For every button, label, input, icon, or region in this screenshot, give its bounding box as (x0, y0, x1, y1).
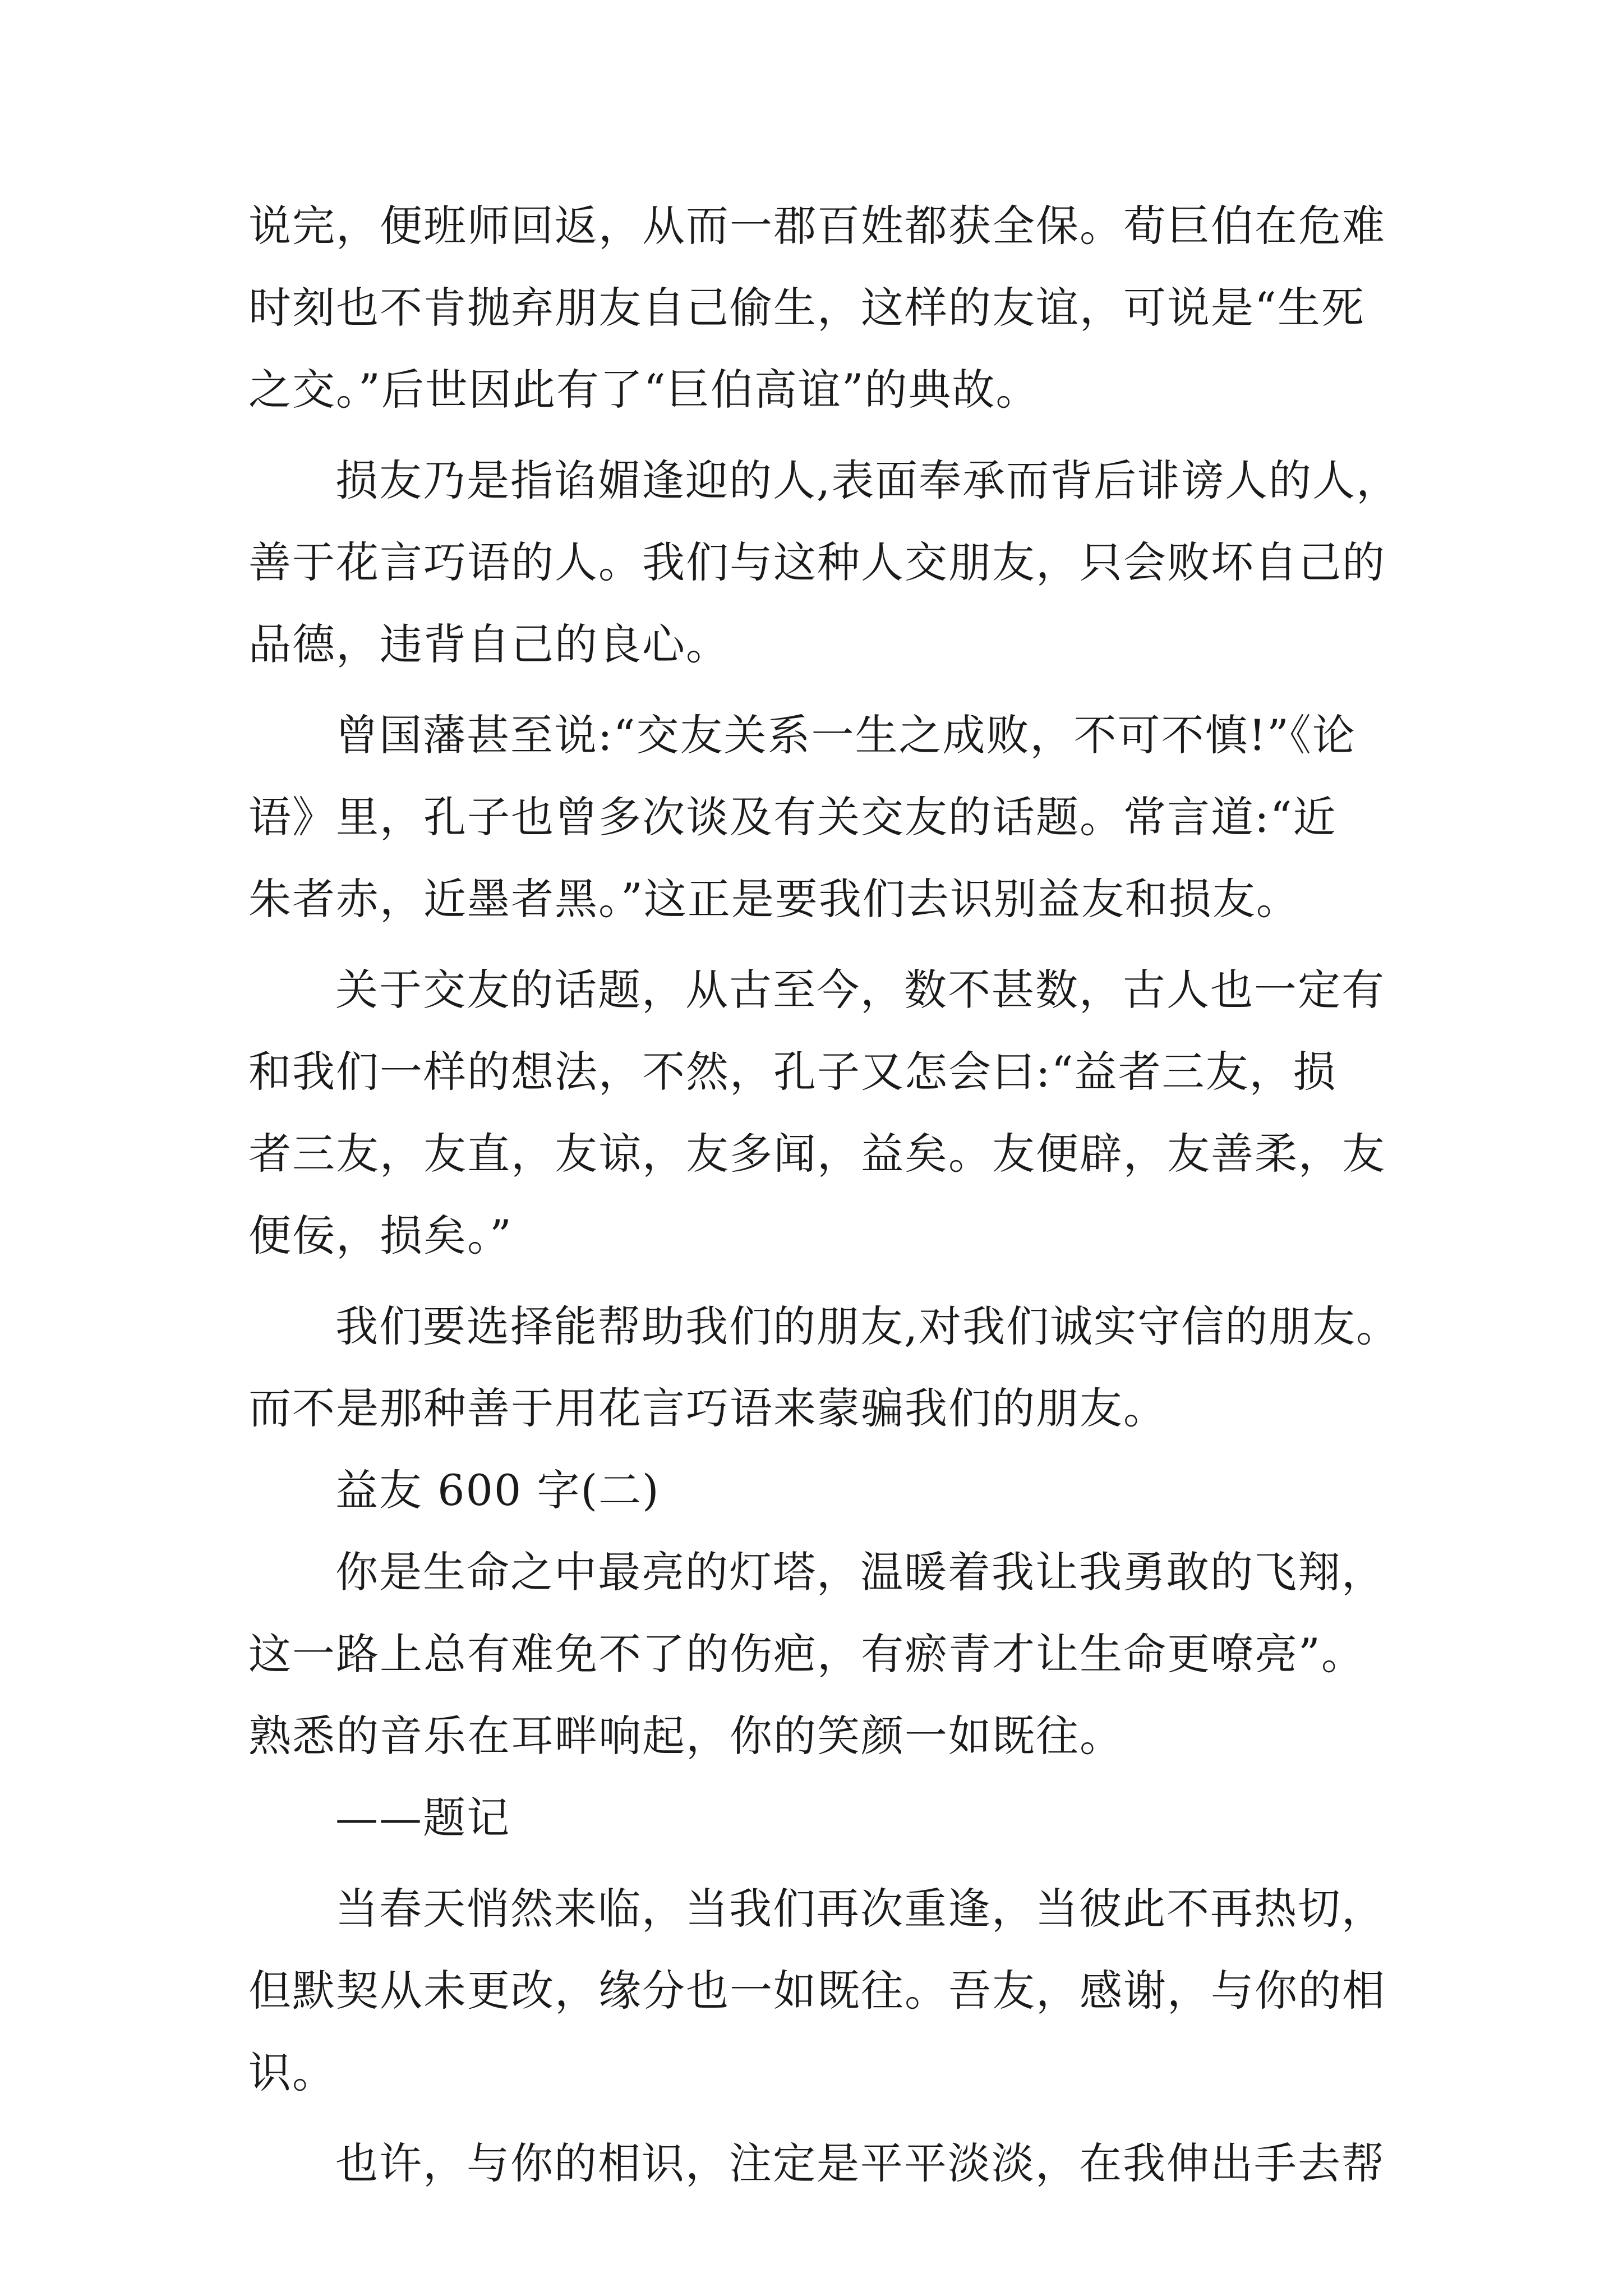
text-line: 便佞，损矣。” (248, 1211, 513, 1260)
text-line: 语》里，孔子也曾多次谈及有关交友的话题。常言道:“近 (248, 792, 1337, 842)
text-line: 熟悉的音乐在耳畔响起，你的笑颜一如既往。 (248, 1711, 1123, 1761)
paragraph-start: 关于交友的话题，从古至今，数不甚数，古人也一定有 (335, 965, 1385, 1015)
text-line: 朱者赤，近墨者黑。”这正是要我们去识别益友和损友。 (248, 874, 1300, 924)
paragraph-start: 曾国藩甚至说:“交友关系一生之成败，不可不慎!”《论 (335, 710, 1356, 760)
text-line: 识。 (248, 2047, 336, 2097)
paragraph-start: 也许，与你的相识，注定是平平淡淡，在我伸出手去帮 (335, 2138, 1385, 2188)
text-line: 者三友，友直，友谅，友多闻，益矣。友便辟，友善柔，友 (248, 1129, 1386, 1179)
text-line: 和我们一样的想法，不然，孔子又怎会曰:“益者三友，损 (248, 1047, 1337, 1097)
paragraph-start: 损友乃是指谄媚逢迎的人,表面奉承而背后诽谤人的人， (335, 455, 1400, 505)
text-line: 之交。”后世因此有了“巨伯高谊”的典故。 (248, 365, 1040, 415)
epigraph-attribution: ——题记 (335, 1793, 510, 1843)
text-line: 这一路上总有难免不了的伤疤，有瘀青才让生命更嘹亮”。 (248, 1629, 1365, 1679)
text-line: 但默契从未更改，缘分也一如既往。吾友，感谢，与你的相 (248, 1966, 1386, 2016)
text-line: 而不是那种善于用花言巧语来蒙骗我们的朋友。 (248, 1383, 1167, 1433)
text-line: 时刻也不肯抛弃朋友自己偷生，这样的友谊，可说是“生死 (248, 283, 1365, 333)
paragraph-start: 你是生命之中最亮的灯塔，温暖着我让我勇敢的飞翔， (335, 1547, 1385, 1597)
text-line: 品德，违背自己的良心。 (248, 619, 730, 669)
text-line: 善于花言巧语的人。我们与这种人交朋友，只会败坏自己的 (248, 537, 1386, 587)
body-text (248, 185, 1400, 2205)
paragraph-start: 当春天悄然来临，当我们再次重逢，当彼此不再热切， (335, 1884, 1385, 1934)
section-heading: 益友 600 字(二) (335, 1465, 660, 1515)
text-line: 说完，便班师回返，从而一郡百姓都获全保。荀巨伯在危难 (248, 201, 1386, 251)
paragraph-start: 我们要选择能帮助我们的朋友,对我们诚实守信的朋友。 (335, 1301, 1400, 1351)
